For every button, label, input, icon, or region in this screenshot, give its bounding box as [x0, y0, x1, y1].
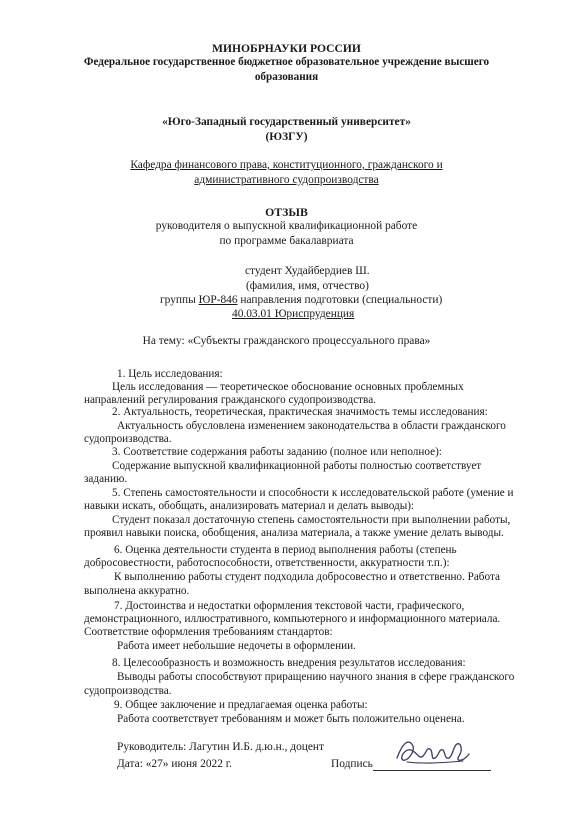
body-line: 3. Соответствие содержания работы заданию (полное или неполное): [112, 446, 442, 458]
group-prefix: группы [160, 294, 196, 306]
body-line: направлений регулирования гражданского судопроизводства. [84, 394, 376, 406]
topic-line: На тему: «Субъекты гражданского процессуального права» [142, 335, 431, 347]
ministry-heading: МИНОБРНАУКИ РОССИИ [212, 42, 361, 55]
institution-line-1: Федеральное государственное бюджетное образовательное учреждение высшего [83, 56, 490, 68]
body-line: 1. Цель исследования: [117, 368, 223, 380]
body-line: К выполнению работы студент подходила добросовестно и ответственно. Работа [114, 571, 500, 583]
body-line: добросовестности, работоспособности, ответственности, аккуратности т.п.): [84, 557, 450, 569]
body-line: заданию. [84, 473, 128, 485]
university-name: «Юго-Западный государственный университет» [162, 116, 411, 128]
title-line-1: руководителя о выпускной квалификационной работе [155, 220, 418, 232]
title-line-2: по программе бакалавриата [219, 235, 354, 247]
body-line: Актуальность обусловлена изменением законодательства в области гражданского [117, 420, 506, 432]
body-line: 7. Достоинства и недостатки оформления текстовой части, графического, [114, 600, 465, 612]
department-line-2: административного судопроизводства [194, 174, 379, 186]
body-line: Цель исследования — теоретическое обоснование основных проблемных [112, 381, 464, 393]
document-title: ОТЗЫВ [265, 205, 308, 219]
group-code: ЮР-846 [198, 294, 238, 306]
date-line: Дата: «27» июня 2022 г. [117, 758, 232, 770]
department-line-1: Кафедра финансового права, конституционного, гражданского и [130, 159, 443, 171]
specialty-code: 40.03.01 Юриспруденция [232, 308, 355, 320]
body-line: Содержание выпускной квалификационной работы полностью соответствует [112, 460, 482, 472]
body-line: проявил навыки поиска, обобщения, анализа материала, а также умение делать выводы. [84, 527, 504, 539]
university-abbr: (ЮЗГУ) [265, 131, 308, 143]
group-suffix: направления подготовки (специальности) [240, 294, 443, 306]
body-line: Работа соответствует требованиям и может быть положительно оценена. [117, 713, 465, 725]
institution-line-2: образования [254, 71, 319, 83]
student-name-hint: (фамилия, имя, отчество) [246, 280, 369, 292]
group-line [160, 293, 442, 307]
body-line: 5. Степень самостоятельности и способности к исследовательской работе (умение и [112, 487, 514, 499]
signature-image [393, 732, 473, 768]
body-line: Соответствие оформления требованиям стандартов: [84, 626, 333, 638]
body-line: навыки искать, обобщать, анализировать материал и делать выводы): [84, 500, 415, 512]
body-line: 8. Целесообразность и возможность внедрения результатов исследования: [112, 657, 466, 669]
body-line: судопроизводства. [84, 685, 172, 697]
supervisor-line: Руководитель: Лагутин И.Б. д.ю.н., доцент [117, 741, 324, 753]
student-line: студент Худайбердиев Ш. [245, 265, 370, 277]
body-line: демонстрационного, иллюстративного, компьютерного и информационного материала. [84, 613, 501, 625]
signature-line [373, 770, 491, 771]
body-line: 2. Актуальность, теоретическая, практическая значимость темы исследования: [112, 406, 488, 418]
signature-label: Подпись [331, 758, 373, 770]
body-line: судопроизводства. [84, 433, 172, 445]
body-line: выполнена аккуратно. [84, 585, 190, 597]
body-line: Выводы работы способствуют приращению научного знания в сфере гражданского [117, 671, 515, 683]
body-line: 9. Общее заключение и предлагаемая оценка работы: [114, 699, 368, 711]
body-line: 6. Оценка деятельности студента в период выполнения работы (степень [114, 544, 457, 556]
body-line: Студент показал достаточную степень самостоятельности при выполнении работы, [112, 514, 511, 526]
body-line: Работа имеет небольшие недочеты в оформлении. [117, 640, 356, 652]
